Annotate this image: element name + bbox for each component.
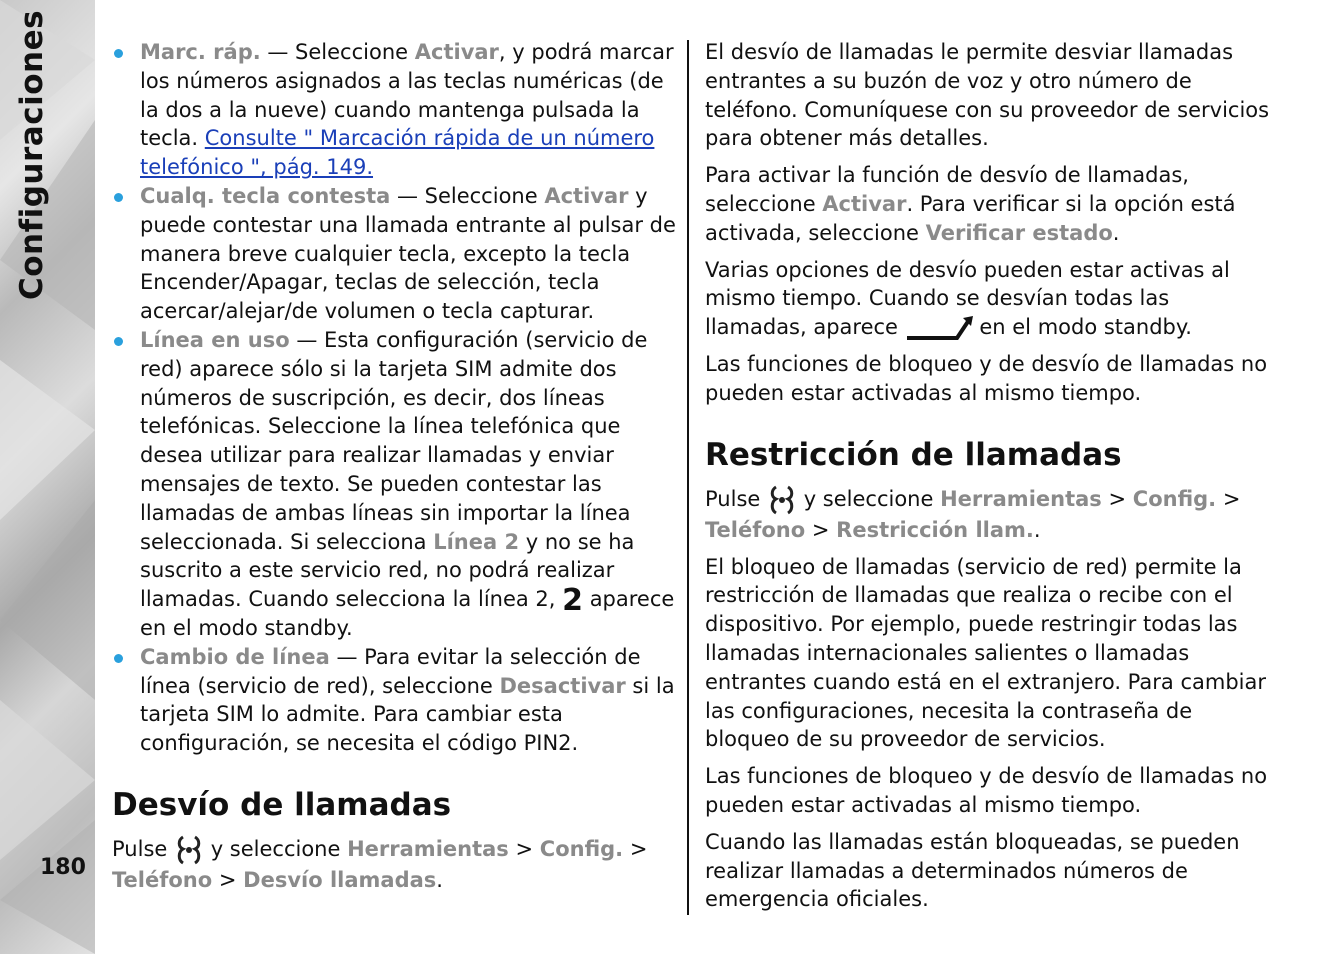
paragraph (705, 161, 1275, 247)
option-label: Activar (414, 40, 499, 64)
text: — Para evitar la selección de línea (servicio de red), seleccione (140, 644, 641, 698)
list-item (112, 326, 677, 643)
text: y seleccione (803, 486, 934, 511)
text: . Para verificar si la opción está activada, seleccione (705, 191, 1236, 245)
bullet-icon (114, 654, 123, 663)
chapter-title: Configuraciones (14, 9, 50, 300)
option-label: Desactivar (499, 673, 626, 698)
line-2-icon: 2 (562, 583, 584, 619)
term-label: Marc. ráp. (140, 40, 261, 64)
menu-key-icon (767, 484, 797, 516)
text: Para activar la función de desvío de llamadas, seleccione (705, 163, 1189, 216)
text: y seleccione (210, 836, 341, 861)
option-label: Activar (822, 191, 907, 216)
text: aparece en el modo standby. (140, 587, 675, 640)
paragraph: El bloqueo de llamadas (servicio de red) permite la restricción de llamadas que realiza o recibe con el dispositivo. Por ejemplo, puede restringir todas las llamadas internacionales salientes o llamadas entrantes cuando está en el extranjero. Para cambiar las configuraciones, necesita la contraseña de bloqueo de su proveedor de servicios. (705, 554, 1266, 752)
path-restriccion-llam: Restricción llam. (836, 517, 1034, 542)
term-label: Cualq. tecla contesta (140, 183, 391, 208)
text: y puede contestar una llamada entrante al pulsar de manera breve cualquier tecla, excepto la tecla Encender/Apagar, teclas de selección, tecla acercar/alejar/de volumen o tecla capturar. (140, 183, 676, 324)
text: — Seleccione (260, 40, 415, 64)
paragraph (705, 256, 1275, 343)
list-item (112, 182, 677, 326)
menu-key-icon (174, 834, 204, 866)
term-label: Línea en uso (140, 327, 290, 352)
bullet-icon (114, 49, 123, 58)
paragraph: Cuando las llamadas están bloqueadas, se pueden realizar llamadas a determinados números de emergencia oficiales. (705, 829, 1240, 912)
path-desvio-llamadas: Desvío llamadas (243, 867, 437, 892)
option-label: Línea 2 (433, 529, 520, 554)
page-number: 180 (40, 855, 86, 880)
path-config: Config. (539, 836, 624, 861)
section-title-desvio: Desvío de llamadas (112, 786, 452, 823)
text: — Esta configuración (servicio de red) aparece sólo si la tarjeta SIM admite dos números de suscripción, es decir, dos líneas telefónicas. Seleccione la línea telefónica que desea utilizar para realizar llamadas y enviar mensajes de texto. Se pueden contestar las llamadas de ambas líneas sin importar la línea seleccionada. Si selecciona (140, 327, 648, 554)
settings-list (112, 38, 677, 758)
paragraph: El desvío de llamadas le permite desviar llamadas entrantes a su buzón de voz y otro número de teléfono. Comuníquese con su proveedor de servicios para obtener más detalles. (705, 40, 1270, 151)
navigation-path (705, 484, 1275, 545)
cross-reference-link[interactable]: Consulte " Marcación rápida de un número telefónico ", pág. 149. (140, 126, 655, 180)
list-item (112, 38, 677, 182)
column-divider (687, 40, 689, 915)
text: Varias opciones de desvío pueden estar activas al mismo tiempo. Cuando se desvían todas las llamadas, aparece (705, 257, 1230, 340)
left-column (112, 38, 677, 903)
text: en el modo standby. (979, 315, 1192, 340)
paragraph: Las funciones de bloqueo y de desvío de llamadas no pueden estar activadas al mismo tiempo. (705, 764, 1268, 817)
path-telefono: Teléfono (705, 517, 806, 542)
paragraph: Las funciones de bloqueo y de desvío de llamadas no pueden estar activadas al mismo tiempo. (705, 352, 1268, 405)
right-column (705, 38, 1275, 922)
text: . (436, 867, 443, 892)
bullet-icon (114, 337, 123, 346)
path-config: Config. (1132, 486, 1217, 511)
text: si la tarjeta SIM lo admite. Para cambiar esta configuración, se necesita el código PIN2. (140, 673, 675, 756)
text: . (1112, 220, 1120, 245)
path-separator: > (811, 517, 830, 542)
divert-all-icon (905, 314, 973, 342)
text: — Seleccione (390, 183, 545, 208)
text: Pulse (705, 486, 761, 511)
chapter-sidebar (0, 0, 95, 954)
bullet-icon (114, 193, 123, 202)
text: y no se ha suscrito a este servicio red, no podrá realizar llamadas. Cuando selecciona la línea 2, (140, 529, 635, 612)
text: Pulse (112, 836, 168, 861)
navigation-path (112, 834, 677, 895)
path-herramientas: Herramientas (347, 836, 509, 861)
path-separator: > (1108, 486, 1127, 511)
path-telefono: Teléfono (112, 867, 213, 892)
option-label: Activar (544, 183, 629, 208)
path-separator: > (515, 836, 534, 861)
path-separator: > (1222, 486, 1241, 511)
path-separator: > (218, 867, 237, 892)
option-label: Verificar estado (925, 220, 1113, 245)
path-herramientas: Herramientas (940, 486, 1102, 511)
list-item (112, 643, 677, 758)
term-label: Cambio de línea (140, 644, 330, 669)
section-title-restriccion: Restricción de llamadas (705, 436, 1122, 473)
text: , y podrá marcar los números asignados a las teclas numéricas (de la dos a la nueve) cuando mantenga pulsada la tecla. (140, 40, 674, 151)
path-separator: > (629, 836, 648, 861)
text: . (1033, 517, 1041, 542)
